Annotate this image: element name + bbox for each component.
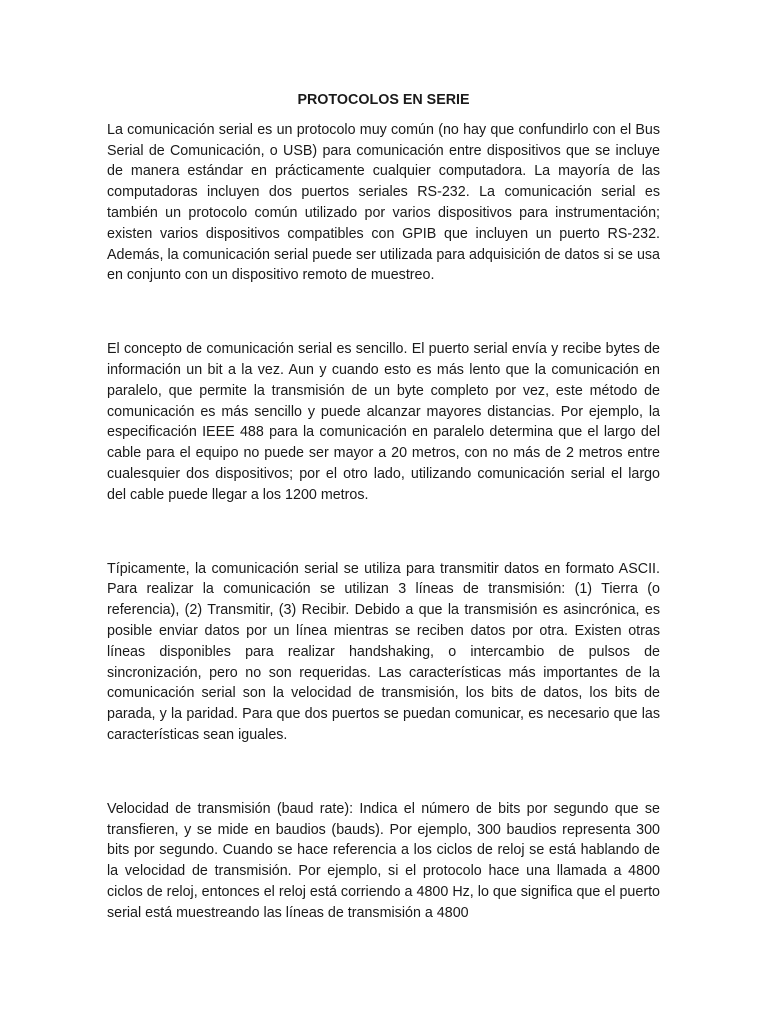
paragraph-concept: El concepto de comunicación serial es sencillo. El puerto serial envía y recibe bytes de información un bit a la vez. Aun y cuando esto es más lento que la comunicación en paralelo, que permite la transmisión de un byte completo por vez, este método de comunicación es más sencillo y puede alcanzar mayores distancias. Por ejemplo, la especificación IEEE 488 para la comunicación en paralelo determina que el largo del cable para el equipo no puede ser mayor a 20 metros, con no más de 2 metros entre cualesquier dos dispositivos; por el otro lado, utilizando comunicación serial el largo del cable puede llegar a los 1200 metros. bbox=[107, 341, 660, 503]
paragraph-baud-rate: Velocidad de transmisión (baud rate): Indica el número de bits por segundo que se transfieren, y se mide en baudios (bauds). Por ejemplo, 300 baudios representa 300 bits por segundo. Cuando se hace referencia a los ciclos de reloj se está hablando de la velocidad de transmisión. Por ejemplo, si el protocolo hace una llamada a 4800 ciclos de reloj, entonces el reloj está corriendo a 4800 Hz, lo que significa que el puerto serial está muestreando las líneas de transmisión a 4800 bbox=[107, 800, 660, 921]
paragraph-intro: La comunicación serial es un protocolo muy común (no hay que confundirlo con el Bus Serial de Comunicación, o USB) para comunicación entre dispositivos que se incluye de manera estándar en prácticamente cualquier computadora. La mayoría de las computadoras incluyen dos puertos seriales RS-232. La comunicación serial es también un protocolo común utilizado por varios dispositivos para instrumentación; existen varios dispositivos compatibles con GPIB que incluyen un puerto RS-232. Además, la comunicación serial puede ser utilizada para adquisición de datos si se usa en conjunto con un dispositivo remoto de muestreo. bbox=[107, 121, 660, 284]
document-title: PROTOCOLOS EN SERIE bbox=[297, 92, 470, 108]
document-page bbox=[107, 90, 660, 924]
paragraph-lines: Típicamente, la comunicación serial se utiliza para transmitir datos en formato ASCII. Para realizar la comunicación se utilizan 3 líneas de transmisión: (1) Tierra (o referencia), (2) Transmitir, (3) Recibir. Debido a que la transmisión es asincrónica, es posible enviar datos por un línea mientras se reciben datos por otra. Existen otras líneas disponibles para realizar handshaking, o intercambio de pulsos de sincronización, pero no son requeridas. Las características más importantes de la comunicación serial son la velocidad de transmisión, los bits de datos, los bits de parada, y la paridad. Para que dos puertos se puedan comunicar, es necesario que las características sean iguales. bbox=[107, 560, 660, 743]
